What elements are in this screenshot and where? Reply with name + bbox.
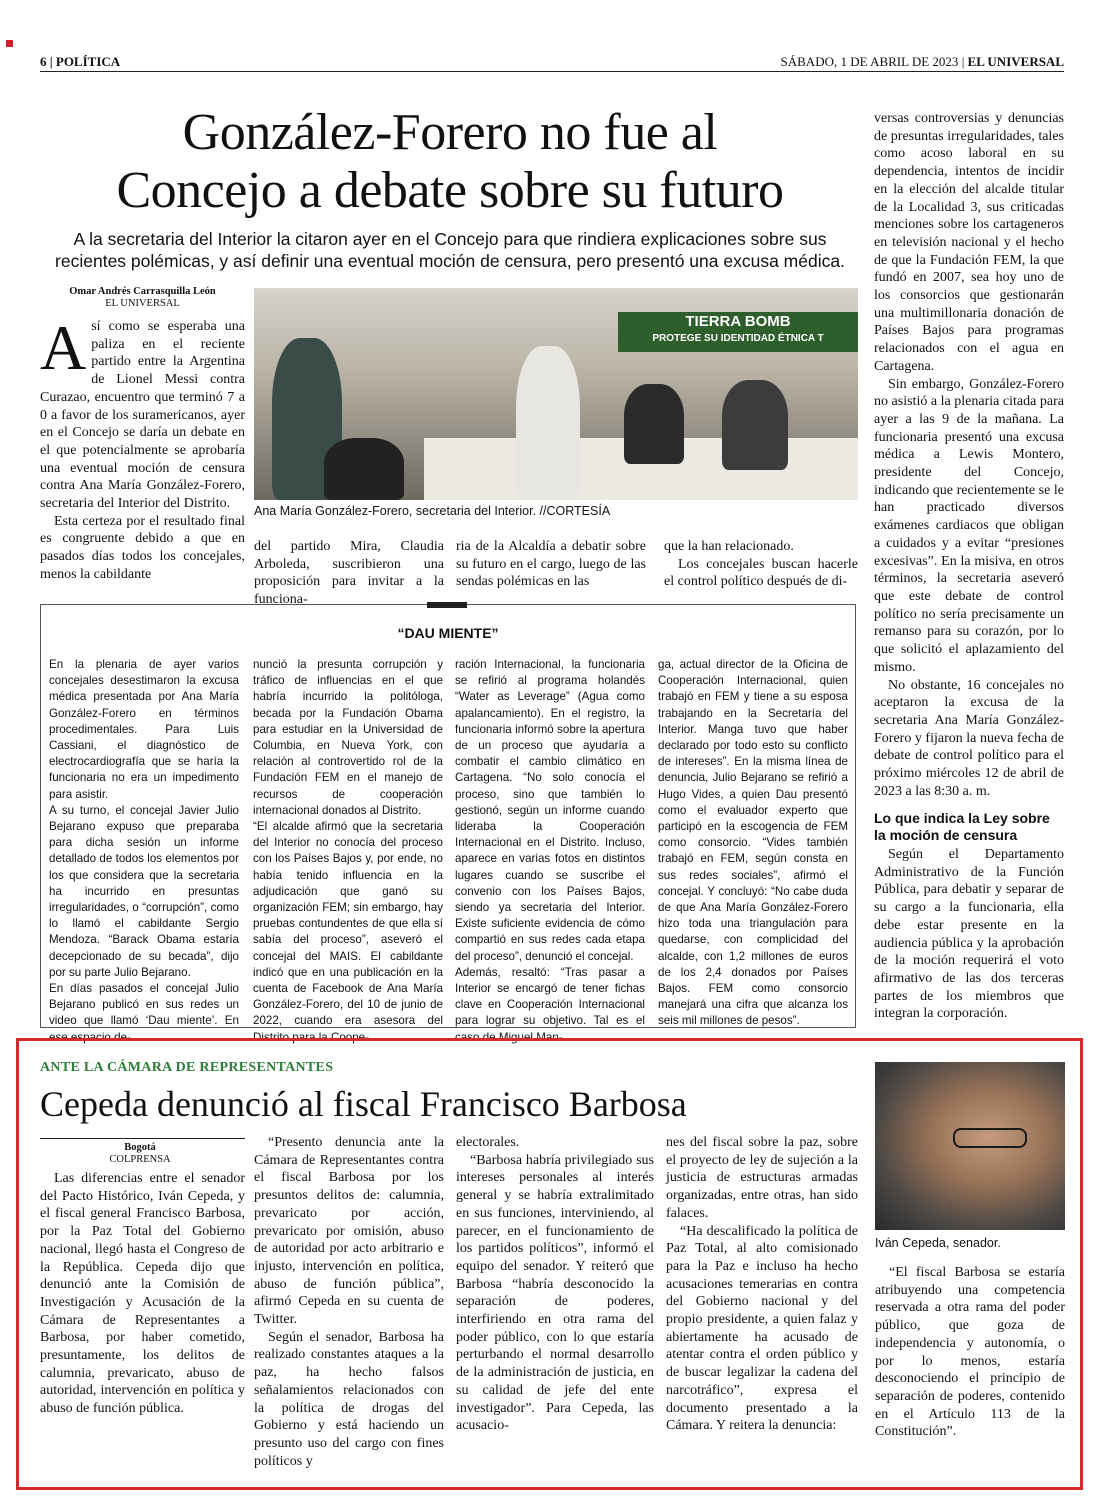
dateline-rule xyxy=(40,1138,245,1139)
story2-column-2: “Presento denuncia ante la Cámara de Representantes contra el fiscal Barbosa por los presuntos delitos de: calumnia, prevaricato por acción, prevaricato por omisión, abuso de autoridad por acto arbitrario e injusto, intervención en política, abuso de función pública”, afirmó Cepeda en su cuenta de Twitter. Según el senador, Barbosa ha realizado constantes ataques a la paz, ha hecho falsos señalamientos relacionados con la política de drogas del Gobierno y está haciendo un presunto uso del cargo con fines políticos y xyxy=(254,1135,444,1469)
photo-glasses xyxy=(953,1128,1027,1148)
photo-caption: Ana María González-Forero, secretaria del Interior. //CORTESÍA xyxy=(254,504,611,518)
story2-dateline: Bogotá COLPRENSA xyxy=(109,1142,171,1165)
story-column-2: del partido Mira, Claudia Arboleda, suscribieron una proposición para invitar a la funciona- xyxy=(254,539,444,608)
story-right-column-end: Según el Departamento Administrativo de la Función Pública, para debatir y separar de su cargo a la funcionaria, ella debe estar presente en la audiencia pública y la aprobación de la moción requerirá el voto afirmativo de las dos terceras partes de los miembros que integran la corporación. xyxy=(874,847,1064,1022)
story-deck: A la secretaria del Interior la citaron ayer en el Concejo para que rindiera explicaciones sobre sus recientes polémicas, y así definir una eventual moción de censura, pero presentó una excusa médica. xyxy=(55,229,845,271)
cepeda-photo-caption: Iván Cepeda, senador. xyxy=(875,1236,1001,1250)
story-column-4: que la han relacionado. Los concejales buscan hacerle el control político después de di- xyxy=(664,539,858,590)
subhead: Lo que indica la Ley sobre la moción de censura xyxy=(874,810,1050,843)
main-headline: González-Forero no fue al Concejo a debate sobre su futuro xyxy=(116,104,784,219)
cepeda-photo xyxy=(875,1062,1065,1230)
sidebar-column-4: ga, actual director de la Oficina de Cooperación Internacional, quien trabajó en FEM y tiene a su esposa trabajando en la Secretaría del Interior. Manga tuvo que haber declarado por todo esto su conflicto de intereses”. En la misma línea de denuncia, Julio Bejarano se refirió a Hugo Vides, a quien Dau presentó como el evaluador experto que participó en la escogencia de FEM como consorcio. “Vides también trabajó en FEM, según consta en sus redes sociales”, afirmó el concejal. Y concluyó: “No cabe duda de que Ana María González-Forero hizo toda una triangulación para quedarse, con complicidad del alcalde, con 1,2 millones de euros de los 2,4 donados por Países Bajos. FEM como consorcio manejará una cifra que alcanza los seis mil millones de pesos”. xyxy=(658,658,848,1028)
drop-cap: A xyxy=(40,312,87,383)
story2-column-5: “El fiscal Barbosa se estaría atribuyendo una competencia reservada a otra rama del poder público, que goza de independencia y autonomía, o por lo menos, estaría desconociendo el principio de separación de poderes, contenido en el Artículo 113 de la Constitución”. xyxy=(875,1265,1065,1440)
story2-kicker: ANTE LA CÁMARA DE REPRESENTANTES xyxy=(40,1060,334,1075)
photo-person-seated xyxy=(624,384,684,464)
photo-person-speaker xyxy=(516,346,580,500)
sidebar-title: “DAU MIENTE” xyxy=(397,625,499,641)
corner-mark xyxy=(6,40,13,47)
photo-person-foreground xyxy=(324,438,404,500)
story-column-1: Así como se esperaba una paliza en el reciente partido entre la Argentina de Lionel Messi contra Curazao, encuentro que terminó 7 a 0 a favor de los suramericanos, ayer en el Concejo se daría un debate en el que potencialmente se aprobaría una eventual moción de censura contra Ana María González-Forero, secretaria del Interior del Distrito. Esta certeza por el resultado final es congruente debido a que en pasados días todos los concejales, menos la cabildante xyxy=(40,312,245,582)
sidebar-tab xyxy=(427,602,467,608)
story2-headline: Cepeda denunció al fiscal Francisco Barbosa xyxy=(40,1084,687,1124)
page-header xyxy=(40,54,1064,72)
story2-column-3: electorales. “Barbosa habría privilegiado sus intereses personales al interés general y se habría extralimitado en sus funciones, interviniendo, al parecer, en el funcionamiento de los partidos políticos”, informó el equipo del senador. Y reiteró que Barbosa “habría desconocido la separación de poderes, interfiriendo en otra rama del poder público, con lo que estaría perturbando el normal desarrollo de la administración de justicia, en su calidad de jefe del ente investigador”. Para Cepeda, las acusacio- xyxy=(456,1135,654,1434)
page-section: 6 | POLÍTICA xyxy=(40,54,121,69)
photo-banner: TIERRA BOMB PROTEGE SU IDENTIDAD ÉTNICA T xyxy=(618,312,858,352)
page-dateline: SÁBADO, 1 DE ABRIL DE 2023 | EL UNIVERSAL xyxy=(780,54,1064,69)
story-photo xyxy=(254,288,858,500)
sidebar-column-1: En la plenaria de ayer varios concejales desestimaron la excusa médica presentada por Ana María González-Forero en términos procedimentales. Para Luis Cassiani, el diagnóstico de electrocardiografía que se haría la funcionaria no era un impedimento para asistir. A su turno, el concejal Javier Julio Bejarano expuso que preparaba para dicha sesión un informe detallado de todos los elementos por los que considera que la secretaria ha incurrido en presuntas irregularidades, o “corrupción”, como lo llamó el cabildante Sergio Mendoza. “Barack Obama estaría decepcionado de su becada”, dijo por su parte Julio Bejarano. En días pasados el concejal Julio Bejarano publicó en sus redes un video que llamó ‘Dau miente’. En ese espacio de- xyxy=(49,658,239,1044)
sidebar-column-3: ración Internacional, la funcionaria se refirió al programa holandés “Water as Leverage” (Agua como apalancamiento). En el registro, la funcionaria informó sobre la apertura de un proceso que ayudaría a combatir el cambio climático en Cartagena. “No solo conocía el proceso, sino que también lo gestionó, según un informe cuando lideraba la Cooperación Internacional en el Distrito. Incluso, aparece en varias fotos en distintos lugares cuando se suscribe el convenio con los Países Bajos, siendo ya secretaria del Interior. Existe suficiente evidencia de cómo compartió en sus redes cada etapa del proceso”, denunció el concejal. Además, resaltó: “Tras pasar a Interior se encargó de tener fichas clave en Cooperación Internacional para lograr su objetivo. Tal es el caso de Miguel Man- xyxy=(455,658,645,1044)
sidebar-column-2: nunció la presunta corrupción y tráfico de influencias en el que habría incurrido la politóloga, becada por la Fundación Obama para estudiar en la Universidad de Columbia, en Nueva York, con relación al controvertido rol de la Fundación FEM en el manejo de recursos de cooperación internacional donados al Distrito. “El alcalde afirmó que la secretaria del Interior no conocía del proceso con los Países Bajos y, por ende, no había tenido influencia en la adjudicación que ganó su organización FEM; sin embargo, hay pruebas contundentes de que ella sí sabía del proceso”, aseveró el concejal del MAIS. El cabildante indicó que en una publicación en la cuenta de Facebook de Ana María González-Forero, del 10 de junio de 2022, cuando era asesora del Distrito para la Coope- xyxy=(253,658,443,1044)
story2-column-4: nes del fiscal sobre la paz, sobre el proyecto de ley de sujeción a la justicia de estructuras armadas organizadas, entre otras, han sido falaces. “Ha descalificado la política de Paz Total, al alto comisionado para la Paz e incluso ha hecho acusaciones temerarias en contra del Gobierno nacional y del propio presidente, a quien falaz y abiertamente ha acusado de atentar contra el orden público y de buscar legalizar la cadena del narcotráfico”, expresa el documento presentado a la Cámara. Y reitera la denuncia: xyxy=(666,1135,858,1434)
story-right-column: versas controversias y denuncias de presuntas irregularidades, tales como acoso laboral en su dependencia, intentos de incidir en la elección del alcalde titular de la Localidad 3, sus criticadas menciones sobre los cartageneros en televisión nacional y el hecho de que la Fundación FEM, la que fundó en 2007, sea hoy uno de los consorcios que gestionarán una multimillonaria donación de Países Bajos para programas relacionados con el agua en Cartagena. Sin embargo, González-Forero no asistió a la plenaria citada para ayer a las 9 de la mañana. La funcionaria presentó una excusa médica a Lewis Montero, presidente del Concejo, indicando que recientemente se le han practicado diversos exámenes cardiacos que obligan a cuidados y a evitar “presiones excesivas”. En la misiva, en otros términos, la secretaria aseveró que este debate de control político no sería precisamente un remanso para su corazón, por lo que solicitó el aplazamiento del mismo. No obstante, 16 concejales no aceptaron la excusa de la secretaria Ana María González-Forero y fijaron la nueva fecha de debate de control político para el próximo miércoles 12 de abril de 2023 a las 8:30 a. m. xyxy=(874,111,1064,799)
sidebar-box xyxy=(40,604,856,1044)
story-column-3: ria de la Alcaldía a debatir sobre su futuro en el cargo, luego de las sendas polémicas en las xyxy=(456,539,646,590)
story2-column-1: Las diferencias entre el senador del Pacto Histórico, Iván Cepeda, y el fiscal general Francisco Barbosa, por la Paz Total del Gobierno nacional, llegó hasta el Congreso de la República. Cepeda dijo que denunció ante la Comisión de Investigación y Acusación de la Cámara de Representantes a Barbosa, por haber cometido, presuntamente, los delitos de calumnia, prevaricato, abuso de autoridad, intervención en política y abuso de función pública. xyxy=(40,1171,245,1417)
byline: Omar Andrés Carrasquilla León EL UNIVERSAL xyxy=(69,286,216,309)
photo-person-hat xyxy=(722,380,788,470)
